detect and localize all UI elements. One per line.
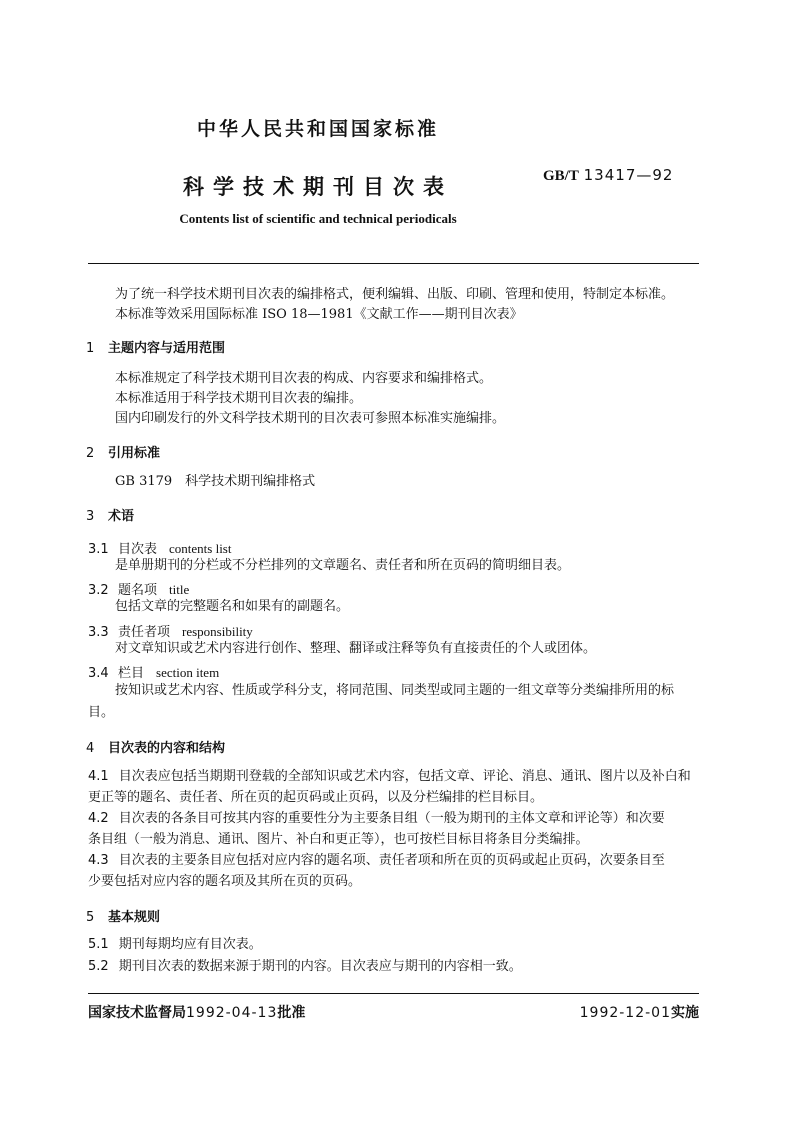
footer-divider [88, 993, 699, 994]
clause-4-1-cont: 更正等的题名、责任者、所在页的起页码或止页码，以及分栏编排的栏目标目。 [88, 790, 544, 805]
clause-number: 5.1 [88, 937, 109, 952]
intro-paragraph-2: 本标准等效采用国际标准 ISO 18—1981《文献工作——期刊目次表》 [115, 307, 523, 322]
clause-number: 3.4 [88, 666, 109, 681]
section-title: 术语 [108, 509, 135, 524]
section-title: 目次表的内容和结构 [108, 741, 226, 756]
section-heading-5 [86, 906, 160, 925]
clause-number: 3.2 [88, 583, 109, 598]
term-3-3 [88, 621, 253, 640]
clause-number: 4.3 [88, 853, 109, 868]
clause-text: 期刊每期均应有目次表。 [118, 937, 262, 952]
clause-number: 4.1 [88, 769, 109, 784]
document-title: 科学技术期刊目次表 [183, 175, 453, 199]
referenced-standard: GB 3179 科学技术期刊编排格式 [115, 474, 316, 489]
clause-number: 5.2 [88, 959, 109, 974]
national-standard-title: 中华人民共和国国家标准 [196, 118, 439, 140]
clause-number: 4.2 [88, 811, 109, 826]
header-divider [88, 263, 699, 264]
implementation-label: 实施 [671, 1005, 699, 1021]
section-number: 3 [86, 509, 95, 524]
approval-label: 批准 [277, 1005, 306, 1021]
clause-5-2 [88, 957, 522, 977]
term-3-2-definition: 包括文章的完整题名和如果有的副题名。 [115, 599, 350, 614]
term-3-1-definition: 是单册期刊的分栏或不分栏排列的文章题名、责任者和所在页码的简明细目表。 [115, 558, 571, 573]
standard-code [543, 166, 673, 185]
term-zh: 题名项 [118, 583, 158, 598]
term-3-3-definition: 对文章知识或艺术内容进行创作、整理、翻译或注释等负有直接责任的个人或团体。 [115, 641, 597, 656]
term-3-4 [88, 662, 219, 681]
intro-paragraph-1: 为了统一科学技术期刊目次表的编排格式，便利编辑、出版、印刷、管理和使用，特制定本标准。 [115, 287, 675, 302]
approval-date: 1992-04-13 [186, 1005, 278, 1021]
implementation-line [575, 1002, 699, 1022]
clause-4-3-cont: 少要包括对应内容的题名项及其所在页的页码。 [88, 874, 362, 889]
section-title: 引用标准 [108, 446, 161, 461]
section-title: 基本规则 [108, 910, 161, 925]
approving-organization: 国家技术监督局 [88, 1005, 186, 1021]
implementation-date: 1992-12-01 [579, 1005, 671, 1021]
term-3-1 [88, 538, 231, 557]
section-1-paragraph-3: 国内印刷发行的外文科学技术期刊的目次表可参照本标准实施编排。 [115, 411, 506, 426]
section-number: 2 [86, 446, 95, 461]
term-en: title [169, 582, 190, 597]
clause-number: 3.1 [88, 542, 109, 557]
english-title: Contents list of scientific and technical periodicals [179, 211, 457, 226]
clause-text: 目次表应包括当期期刊登载的全部知识或艺术内容，包括文章、评论、消息、通讯、图片以及补白和 [118, 769, 691, 784]
section-heading-1 [86, 337, 225, 356]
section-heading-3 [86, 505, 134, 524]
clause-text: 目次表的主要条目应包括对应内容的题名项、责任者项和所在页的页码或起止页码，次要条目至 [118, 853, 665, 868]
clause-4-1 [88, 767, 691, 787]
section-number: 5 [86, 910, 95, 925]
term-en: section item [156, 665, 220, 680]
approval-line [88, 1002, 305, 1022]
clause-5-1 [88, 935, 262, 955]
section-heading-2 [86, 442, 160, 461]
term-zh: 目次表 [118, 542, 158, 557]
clause-number: 3.3 [88, 625, 109, 640]
term-en: contents list [169, 541, 232, 556]
section-number: 1 [86, 341, 95, 356]
clause-4-2 [88, 809, 665, 829]
standard-prefix: GB/T [543, 168, 579, 184]
clause-4-3 [88, 851, 665, 871]
section-title: 主题内容与适用范围 [108, 341, 226, 356]
section-1-paragraph-2: 本标准适用于科学技术期刊目次表的编排。 [115, 391, 363, 406]
standard-number: 13417—92 [583, 166, 674, 184]
term-zh: 责任者项 [118, 625, 171, 640]
term-3-2 [88, 579, 189, 598]
term-en: responsibility [182, 624, 253, 639]
term-3-4-definition-cont: 目。 [88, 705, 115, 720]
clause-text: 目次表的各条目可按其内容的重要性分为主要条目组（一般为期刊的主体文章和评论等）和次要 [118, 811, 665, 826]
section-number: 4 [86, 741, 95, 756]
clause-text: 期刊目次表的数据来源于期刊的内容。目次表应与期刊的内容相一致。 [118, 959, 522, 974]
term-3-4-definition: 按知识或艺术内容、性质或学科分支，将同范围、同类型或同主题的一组文章等分类编排所用的标 [115, 683, 675, 698]
section-heading-4 [86, 737, 225, 756]
clause-4-2-cont: 条目组（一般为消息、通讯、图片、补白和更正等），也可按栏目标目将条目分类编排。 [88, 832, 589, 847]
section-1-paragraph-1: 本标准规定了科学技术期刊目次表的构成、内容要求和编排格式。 [115, 371, 493, 386]
term-zh: 栏目 [118, 666, 145, 681]
